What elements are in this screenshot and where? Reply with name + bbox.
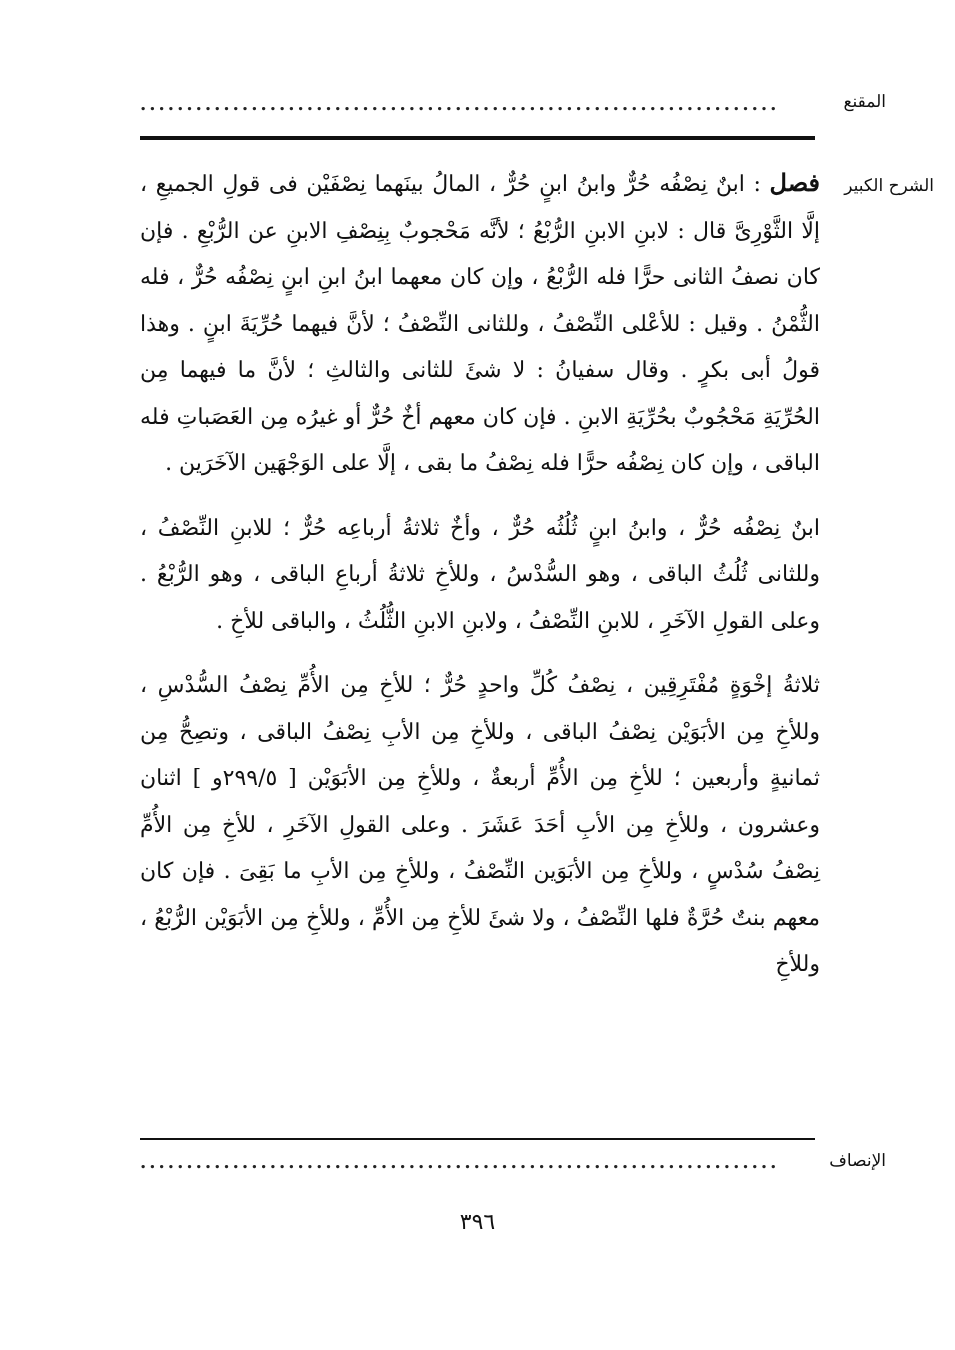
header-rule (140, 136, 815, 140)
paragraph (140, 160, 820, 488)
paragraph (140, 506, 820, 646)
side-label-commentary: الشرح الكبير (844, 176, 934, 196)
page-number: ٣٩٦ (459, 1210, 496, 1235)
paragraph-text: ابنٌ نِصْفُه حُرٌّ ، وابنُ ابنٍ ثُلُثُه حُرٌّ ، وأخٌ ثلاثةُ أرباعِه حُرٌّ ؛ للابنِ النِّصْفُ ، وللثانى ثُلُثُ الباقى ، وهو السُّدْسُ ، وللأخِ ثلاثةُ أرباعِ الباقى ، وهو الرُّبْعُ . وعلى القولِ الآخَرِ ، للابنِ النِّصْفُ ، ولابنِ الابنِ الثُّلُثُ ، والباقى للأخِ . (140, 515, 820, 634)
footer-dotted-separator: ..................................................................... (140, 1152, 780, 1173)
side-label-insaf: الإنصاف (829, 1151, 886, 1171)
footer-rule (140, 1138, 815, 1140)
paragraph-text: ثلاثةُ إخْوَةٍ مُفْتَرِقِين ، نِصْفُ كُلِّ واحدٍ حُرٌّ ؛ للأخِ مِن الأُمِّ نِصْفُ السُّدْسِ ، وللأخِ مِن الأبَوَيْن نِصْفُ الباقى ، وللأخِ مِن الأبِ نِصْفُ الباقى ، وتصِحُّ مِن ثمانيةٍ وأربعين ؛ للأخِ مِن الأُمِّ أربعةٌ ، وللأخِ مِن الأبَوَيْن [ ٢٩٩/٥و ] اثنان وعشرون ، وللأخِ مِن الأبِ أحَدَ عَشَرَ . وعلى القولِ الآخَرِ ، للأخِ مِن الأُمِّ نِصْفُ سُدْسٍ ، وللأخِ مِن الأبَوَين النِّصْفُ ، وللأخِ مِن الأبِ ما بَقِىَ . فإن كان معهم بنتٌ حُرَّةٌ فلها النِّصْفُ ، ولا شئَ للأخِ مِن الأُمِّ ، وللأخِ مِن الأبَوَيْن الرُّبْعُ ، وللأخِ (140, 673, 820, 977)
header-dotted-separator: ..................................................................... (140, 94, 780, 115)
section-heading: فصل (769, 168, 820, 197)
running-header-title: المقنع (843, 92, 886, 112)
paragraph (140, 663, 820, 989)
main-text (140, 160, 820, 989)
paragraph-text: : ابنٌ نِصْفُه حُرٌّ وابنُ ابنٍ حُرٌّ ، المالُ بينَهما نِصْفَيْن فى قولِ الجميعِ ، إلَّا الثَّوْرِىَّ قال : لابنِ الابنِ الرُّبْعُ ؛ لأنَّه مَحْجوبٌ بِنِصْفِ الابنِ عن الرُّبْعِ . فإن كان نصفُ الثانى حرًّا فله الرُّبْعُ ، وإن كان معهما ابنُ ابنِ ابنٍ نِصْفُه حُرٌّ ، فله الثُّمْنُ . وقيل : للأعْلى النِّصْفُ ، وللثانى النِّصْفُ ؛ لأنَّ فيهما حُرِّيَةَ ابنٍ . وهذا قولُ أبى بكرٍ . وقال سفيانُ : لا شئَ للثانى والثالثِ ؛ لأنَّ ما فيهما مِن الحُرِّيَةِ مَحْجُوبٌ بحُرِّيَةِ الابنِ . فإن كان معهم أخٌ حُرٌّ أو غيرُه مِن العَصَباتِ فله الباقى ، وإن كان نِصْفُه حرًّا فله نِصْفُ ما بقى ، إلَّا على الوَجْهَين الآخَرَين . (140, 172, 820, 476)
